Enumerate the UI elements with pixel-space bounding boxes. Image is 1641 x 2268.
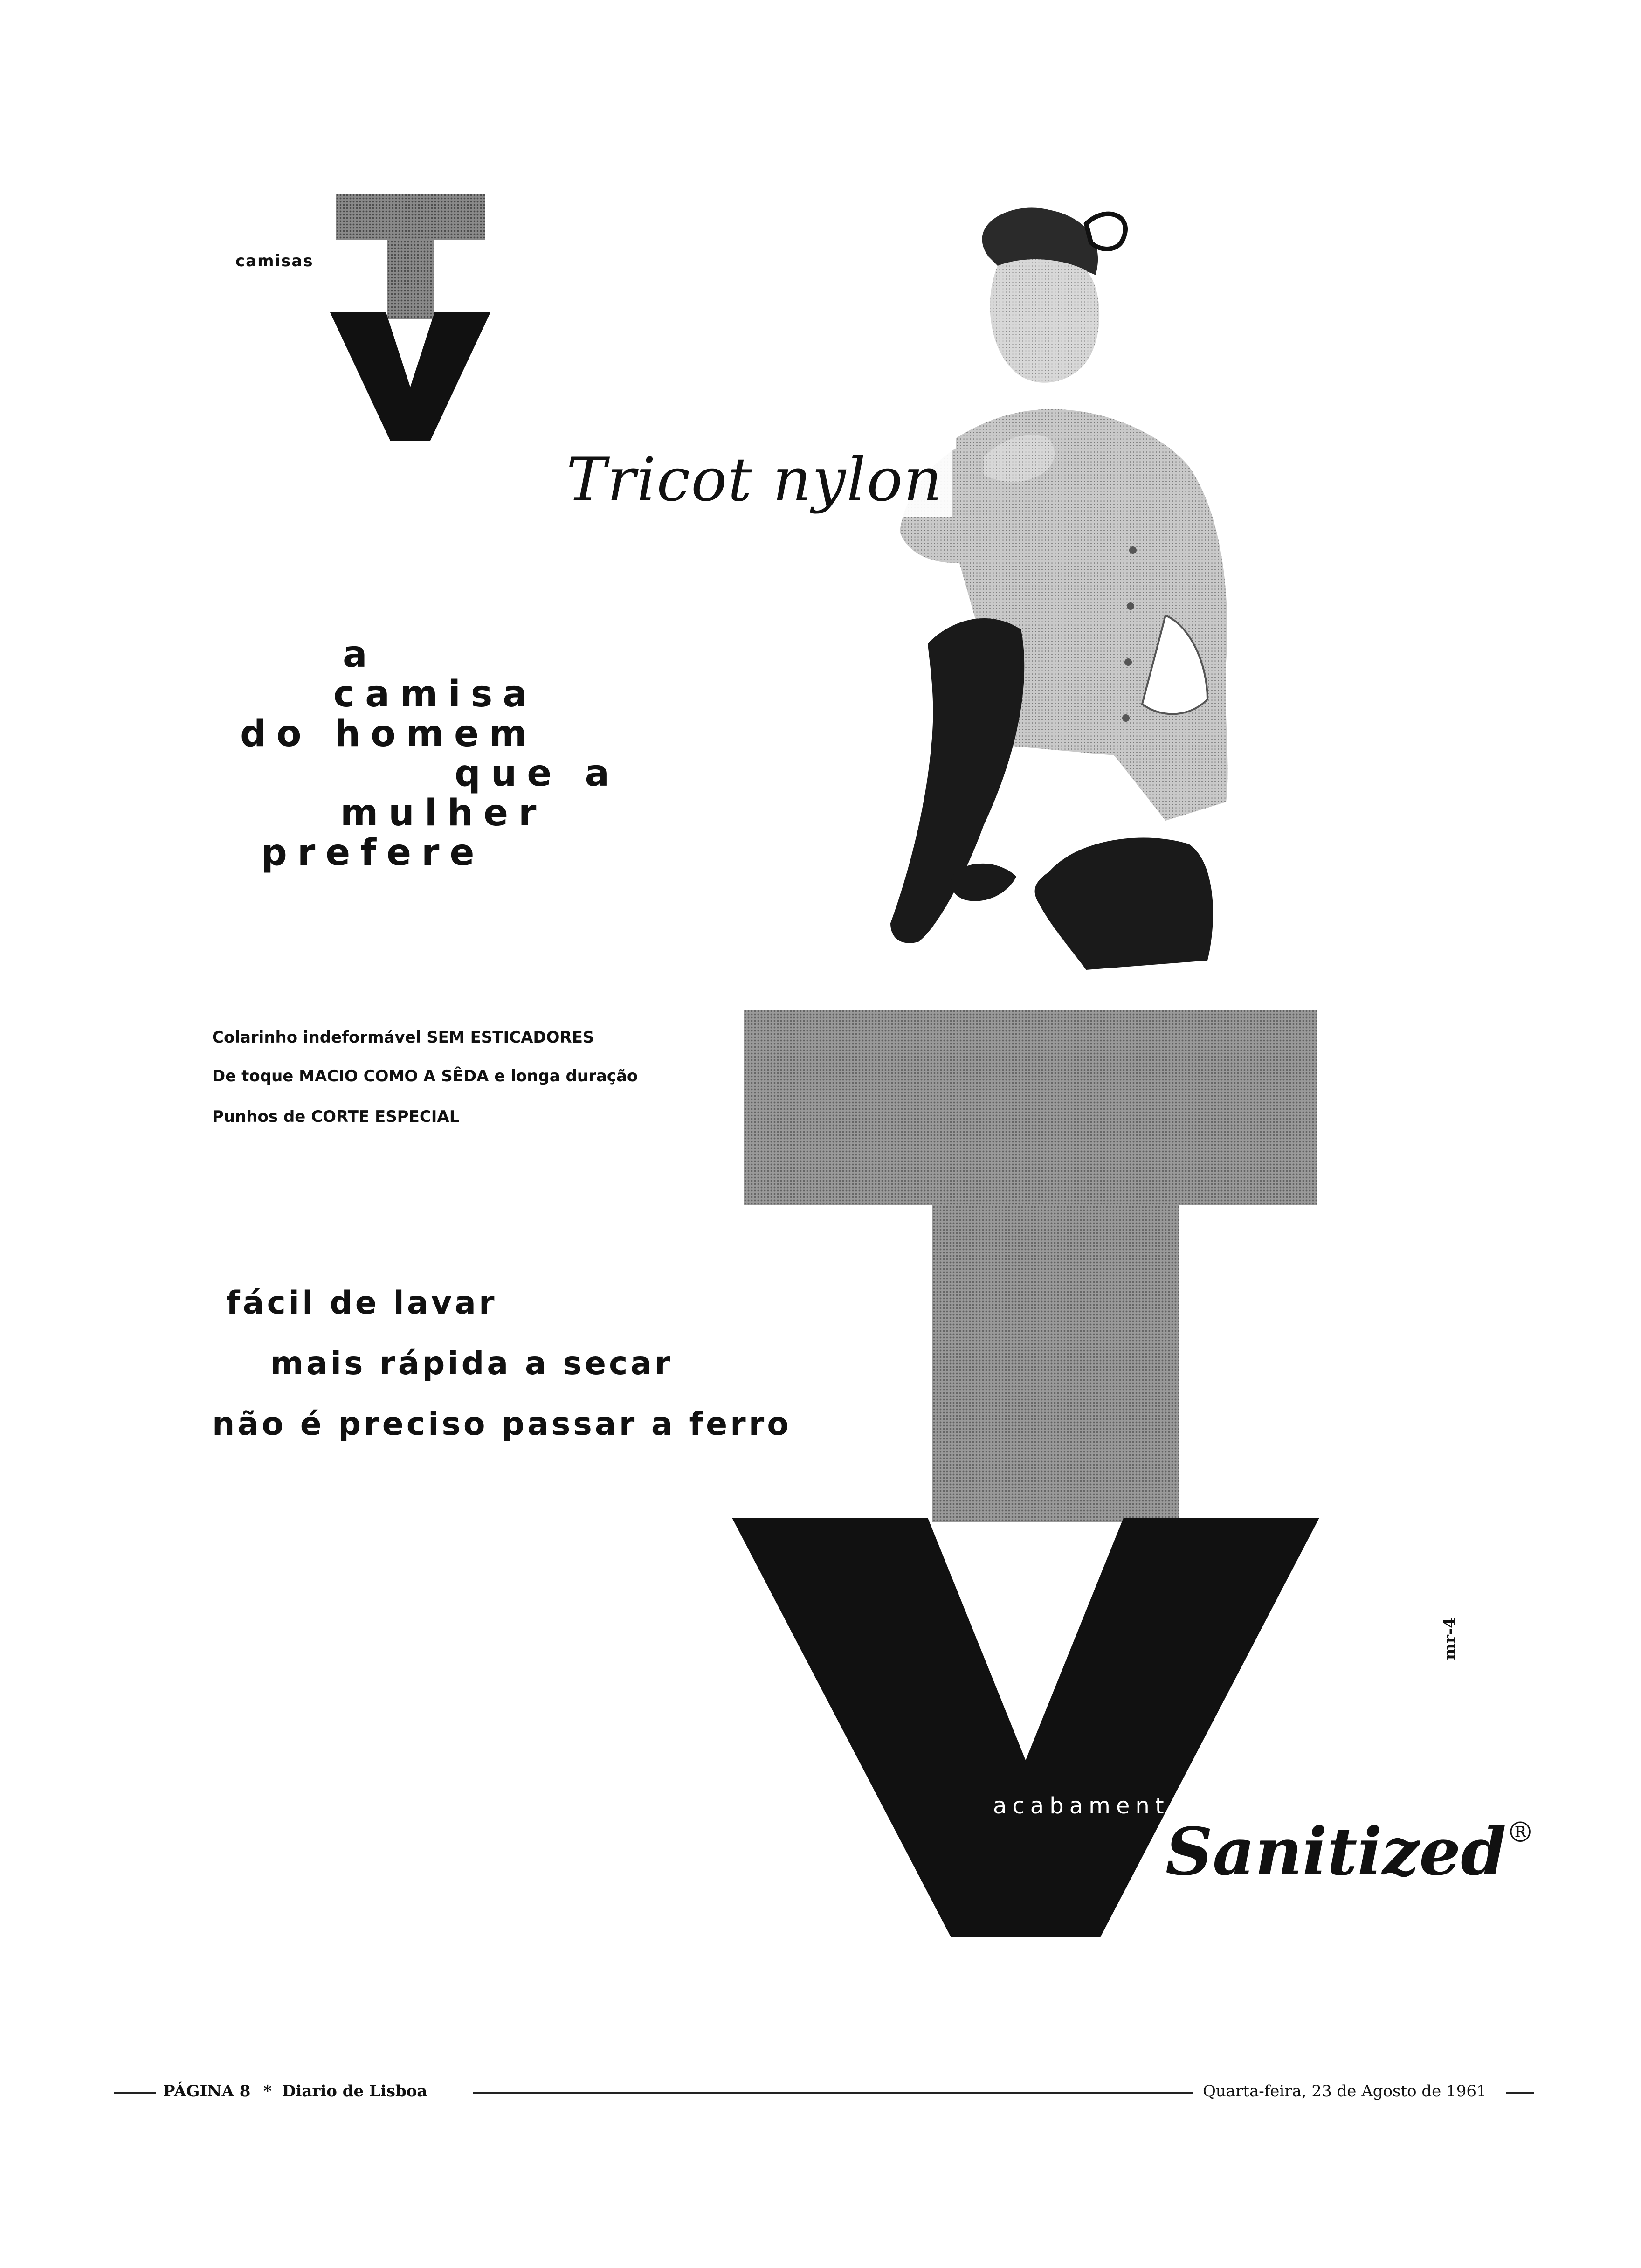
logo-t-crossbar — [336, 194, 485, 240]
finish-brand-name: Sanitized — [1165, 1814, 1507, 1890]
model-illustration — [629, 196, 1399, 1058]
headline-line-3: do homem — [240, 713, 538, 755]
tv-logo-small — [336, 194, 485, 436]
footer-page: PÁGINA 8 — [163, 2082, 251, 2101]
logo-t-stem — [387, 240, 434, 319]
footer-separator: * — [263, 2082, 272, 2101]
feature-collar: Colarinho indeformável SEM ESTICADORES — [212, 1028, 594, 1047]
benefit-iron: não é preciso passar a ferro — [212, 1406, 792, 1443]
headline-line-6: prefere — [261, 832, 485, 874]
feature-cuffs: Punhos de CORTE ESPECIAL — [212, 1107, 460, 1126]
feature-texture: De toque MACIO COMO A SÊDA e longa duração — [212, 1067, 641, 1086]
benefit-dry: mais rápida a secar — [270, 1345, 673, 1382]
big-t-stem — [932, 1205, 1179, 1522]
side-code: mr-4 — [1441, 1617, 1459, 1660]
footer-rule-left — [114, 2092, 156, 2094]
headline-line-2: camisa — [333, 673, 538, 715]
headline-line-5: mulher — [340, 792, 547, 834]
footer-date: Quarta-feira, 23 de Agosto de 1961 — [1203, 2082, 1487, 2101]
benefit-wash: fácil de lavar — [226, 1285, 497, 1321]
headline-line-4: que a — [455, 753, 620, 795]
logo-v-shape — [330, 312, 490, 441]
finish-brand — [1165, 1814, 1534, 1890]
product-name: Tricot nylon — [562, 445, 952, 517]
footer-rule-right — [1506, 2092, 1534, 2094]
registered-mark: ® — [1506, 1816, 1535, 1849]
footer-newspaper: Diario de Lisboa — [282, 2082, 427, 2101]
footer-rule-middle — [473, 2092, 1193, 2094]
brand-label: camisas — [235, 252, 314, 270]
finish-label: acabamento — [993, 1793, 1189, 1819]
headline-line-1: a — [343, 634, 378, 676]
